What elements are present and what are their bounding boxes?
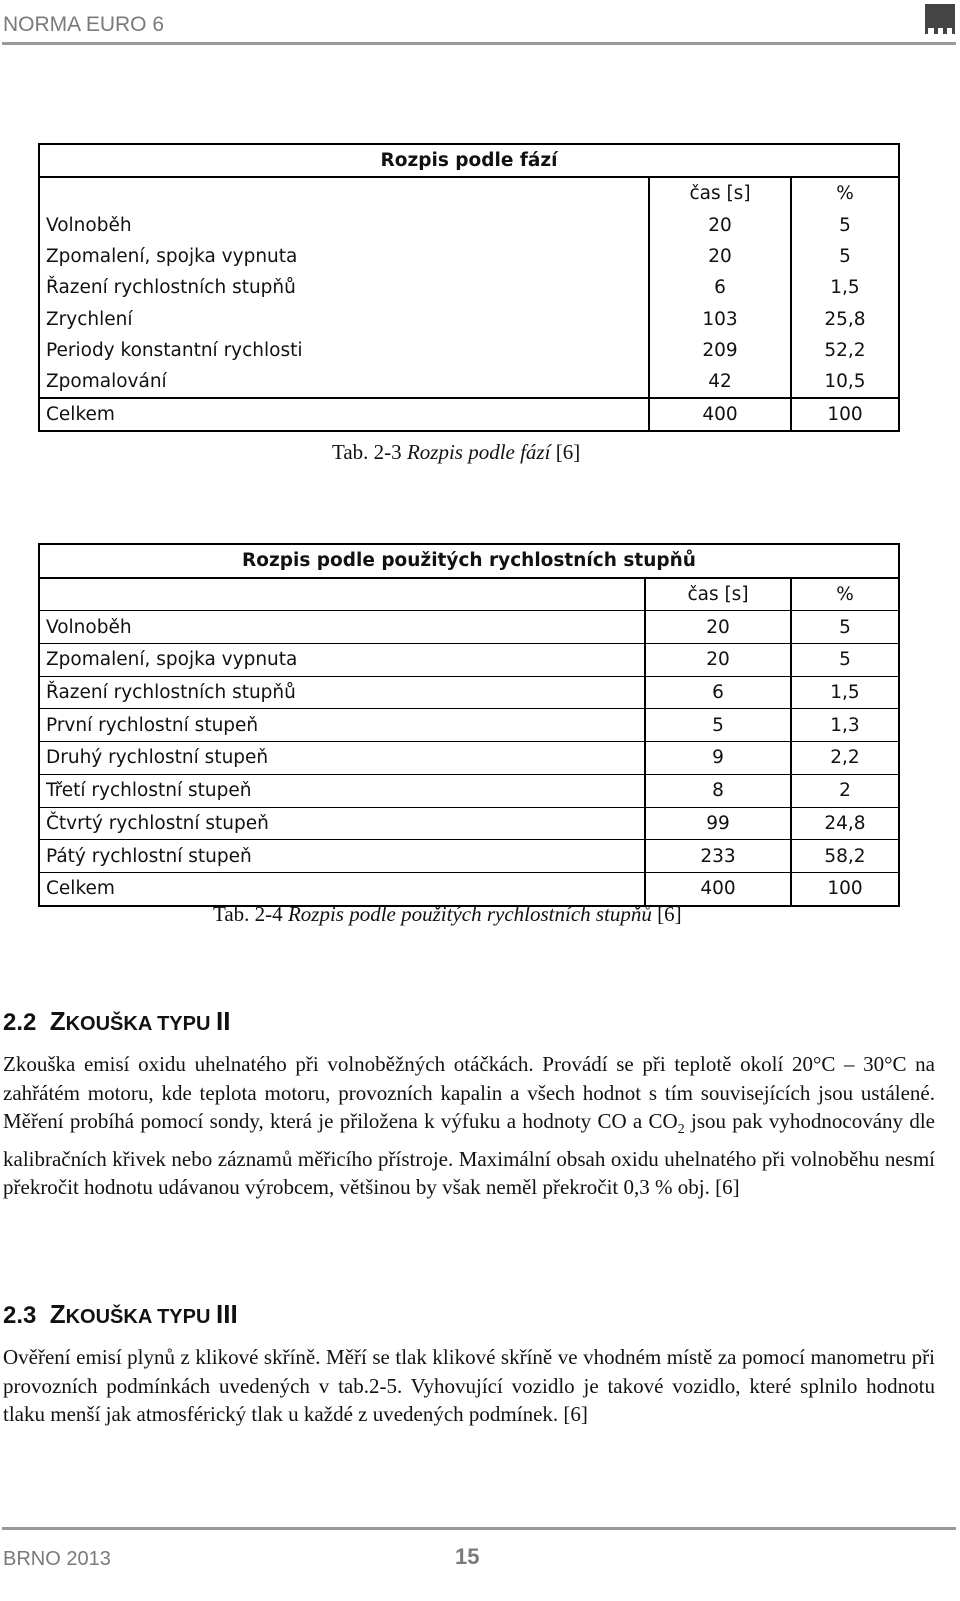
row-percent: 1,3 bbox=[791, 709, 899, 742]
row-label: Pátý rychlostní stupeň bbox=[39, 840, 645, 873]
co2-subscript: 2 bbox=[677, 1122, 685, 1138]
row-time: 103 bbox=[649, 303, 791, 334]
table-row bbox=[39, 335, 899, 366]
row-percent: 24,8 bbox=[791, 807, 899, 840]
header-divider bbox=[2, 42, 956, 45]
row-time: 20 bbox=[645, 644, 791, 677]
footer-divider bbox=[2, 1527, 956, 1530]
row-label: Zpomalení, spojka vypnuta bbox=[46, 246, 298, 268]
paragraph-text-cont: jsou pak vyhodnocovány dle kalibračních křivek nebo záznamů měřicího přístroje. Maximální obsah oxidu uhelnatého při volnoběhu nesmí překročit hodnotu udávanou výrobcem, většinou by však neměl překročit 0,3 % obj. [6] bbox=[3, 1109, 935, 1200]
row-label: Třetí rychlostní stupeň bbox=[39, 774, 645, 807]
table-total-row bbox=[39, 872, 899, 905]
caption-title: Rozpis podle použitých rychlostních stupňů bbox=[287, 902, 652, 926]
row-label: Volnoběh bbox=[46, 214, 132, 236]
section-title-rest: KOUŠKA TYPU bbox=[65, 1013, 216, 1035]
row-percent: 58,2 bbox=[791, 840, 899, 873]
row-percent: 1,5 bbox=[791, 272, 899, 303]
row-percent: 5 bbox=[791, 210, 899, 241]
table-row bbox=[39, 644, 899, 677]
row-time: 20 bbox=[649, 241, 791, 272]
row-time: 42 bbox=[649, 366, 791, 398]
total-time: 400 bbox=[649, 398, 791, 431]
page-header bbox=[0, 0, 960, 46]
row-label: První rychlostní stupeň bbox=[39, 709, 645, 742]
table-header-empty bbox=[39, 177, 649, 209]
section-2-2-paragraph bbox=[3, 1050, 935, 1202]
section-heading-2-3 bbox=[3, 1299, 238, 1330]
section-title-rest: KOUŠKA TYPU bbox=[65, 1306, 216, 1328]
total-percent: 100 bbox=[791, 398, 899, 431]
row-percent: 5 bbox=[791, 241, 899, 272]
table-caption-2-4 bbox=[213, 902, 682, 927]
row-time: 20 bbox=[645, 611, 791, 644]
row-time: 6 bbox=[649, 272, 791, 303]
table-row bbox=[39, 241, 899, 272]
page-footer bbox=[0, 1524, 960, 1601]
table-row bbox=[39, 611, 899, 644]
row-percent: 10,5 bbox=[791, 366, 899, 398]
total-label: Celkem bbox=[39, 398, 649, 431]
section-title-numeral: III bbox=[216, 1299, 238, 1329]
caption-citation: [6] bbox=[550, 440, 581, 464]
row-time: 20 bbox=[649, 210, 791, 241]
footer-location-year: BRNO 2013 bbox=[3, 1548, 111, 1570]
caption-title: Rozpis podle fází bbox=[406, 440, 551, 464]
row-percent: 2 bbox=[791, 774, 899, 807]
table-row bbox=[39, 709, 899, 742]
table-header-percent: % bbox=[791, 177, 899, 209]
caption-prefix: Tab. 2-4 bbox=[213, 902, 288, 926]
section-title-initial: Z bbox=[49, 1299, 66, 1329]
row-label: Čtvrtý rychlostní stupeň bbox=[39, 807, 645, 840]
row-label: Periody konstantní rychlosti bbox=[46, 339, 303, 361]
row-percent: 5 bbox=[791, 611, 899, 644]
table-total-row bbox=[39, 398, 899, 431]
row-percent: 52,2 bbox=[791, 335, 899, 366]
table-row bbox=[39, 303, 899, 334]
section-number: 2.2 bbox=[3, 1009, 37, 1036]
table-gears bbox=[38, 543, 900, 907]
section-2-3-paragraph: Ověření emisí plynů z klikové skříně. Měří se tlak klikové skříně ve vhodném místě za pomocí manometru při provozních podmínkách uvedených v tab.2-5. Vyhovující vozidlo je takové vozidlo, které splnilo hodnotu tlaku menší jak atmosférický tlak u každé z uvedených podmínek. [6] bbox=[3, 1345, 935, 1426]
table-title: Rozpis podle použitých rychlostních stupňů bbox=[39, 544, 899, 578]
row-label: Druhý rychlostní stupeň bbox=[39, 742, 645, 775]
table-caption-2-3 bbox=[332, 440, 580, 465]
section-title-initial: Z bbox=[49, 1006, 66, 1036]
page-number: 15 bbox=[455, 1544, 480, 1569]
row-time: 233 bbox=[645, 840, 791, 873]
row-percent: 1,5 bbox=[791, 676, 899, 709]
paragraph-text: Zkouška emisí oxidu uhelnatého při volnoběžných otáčkách. Provádí se při teplotě okolí 20°C – 30°C na zahřátém motoru, kde teplota motoru, provozních kapalin a všech hodnot s tím souvisejících jsou ustálené. Měření probíhá pomocí sondy, která je přiložena k výfuku a hodnoty CO a CO bbox=[3, 1052, 935, 1133]
row-time: 209 bbox=[649, 335, 791, 366]
university-logo-icon bbox=[925, 4, 955, 34]
row-label: Řazení rychlostních stupňů bbox=[39, 676, 645, 709]
table-row bbox=[39, 840, 899, 873]
table-row bbox=[39, 676, 899, 709]
row-time: 5 bbox=[645, 709, 791, 742]
row-time: 99 bbox=[645, 807, 791, 840]
table-row bbox=[39, 366, 899, 398]
caption-citation: [6] bbox=[651, 902, 682, 926]
row-time: 8 bbox=[645, 774, 791, 807]
table-title: Rozpis podle fází bbox=[39, 144, 899, 177]
table-row bbox=[39, 742, 899, 775]
row-percent: 2,2 bbox=[791, 742, 899, 775]
section-title-numeral: II bbox=[216, 1006, 231, 1036]
row-percent: 5 bbox=[791, 644, 899, 677]
row-label: Zpomalování bbox=[46, 371, 167, 393]
table-header-time: čas [s] bbox=[645, 578, 791, 611]
row-label: Volnoběh bbox=[39, 611, 645, 644]
header-title: NORMA EURO 6 bbox=[3, 13, 165, 36]
total-label: Celkem bbox=[39, 872, 645, 905]
row-label: Zrychlení bbox=[46, 308, 133, 330]
section-number: 2.3 bbox=[3, 1302, 37, 1329]
row-time: 6 bbox=[645, 676, 791, 709]
table-row bbox=[39, 807, 899, 840]
table-row bbox=[39, 272, 899, 303]
caption-prefix: Tab. 2-3 bbox=[332, 440, 407, 464]
table-row bbox=[39, 210, 899, 241]
row-label: Zpomalení, spojka vypnuta bbox=[39, 644, 645, 677]
table-row bbox=[39, 774, 899, 807]
table-header-percent: % bbox=[791, 578, 899, 611]
row-time: 9 bbox=[645, 742, 791, 775]
table-phases bbox=[38, 143, 900, 432]
row-label: Řazení rychlostních stupňů bbox=[46, 277, 296, 299]
table-header-time: čas [s] bbox=[649, 177, 791, 209]
table-header-empty bbox=[39, 578, 645, 611]
total-percent: 100 bbox=[791, 872, 899, 905]
total-time: 400 bbox=[645, 872, 791, 905]
section-heading-2-2 bbox=[3, 1006, 230, 1037]
row-percent: 25,8 bbox=[791, 303, 899, 334]
